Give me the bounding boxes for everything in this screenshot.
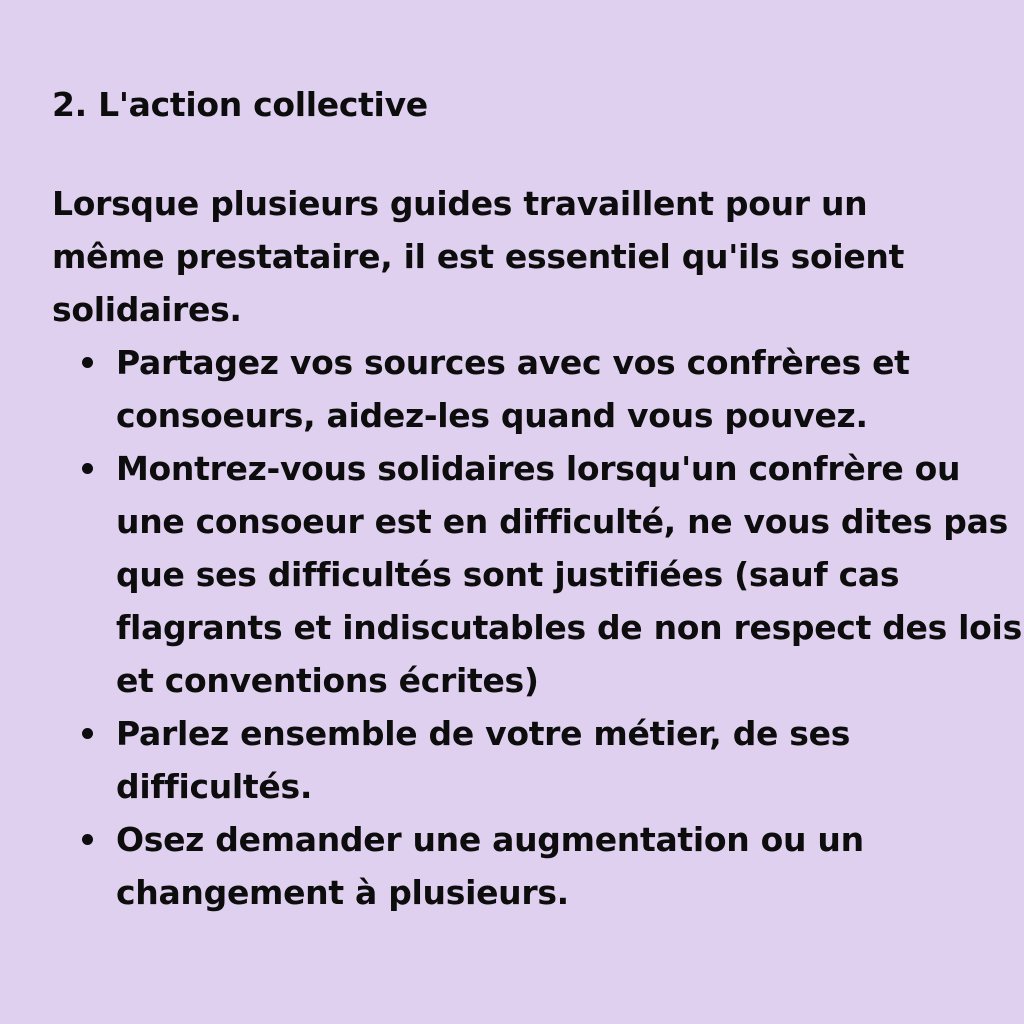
list-item <box>52 336 1020 442</box>
list-item <box>52 813 1020 919</box>
list-item-text: Osez demander une augmentation ou un changement à plusieurs. <box>116 820 864 912</box>
list-item <box>52 442 1020 707</box>
bullet-icon <box>82 463 93 474</box>
intro-paragraph: Lorsque plusieurs guides travaillent pour un même prestataire, il est essentiel qu'ils soient solidaires. <box>52 184 905 329</box>
list-item-text: Parlez ensemble de votre métier, de ses difficultés. <box>116 714 851 806</box>
content-block <box>52 82 1020 919</box>
bullet-icon <box>82 834 93 845</box>
bullet-icon <box>82 357 93 368</box>
bullet-icon <box>82 728 93 739</box>
list-item <box>52 707 1020 813</box>
list-item-text: Partagez vos sources avec vos confrères et consoeurs, aidez-les quand vous pouvez. <box>116 343 910 435</box>
list-item-text: Montrez-vous solidaires lorsqu'un confrère ou une consoeur est en difficulté, ne vous dites pas que ses difficultés sont justifiées (sauf cas flagrants et indiscutables de non respect des lois et conventions écrites) <box>116 449 1022 700</box>
section-title: 2. L'action collective <box>52 85 428 124</box>
advice-list <box>52 336 1020 919</box>
